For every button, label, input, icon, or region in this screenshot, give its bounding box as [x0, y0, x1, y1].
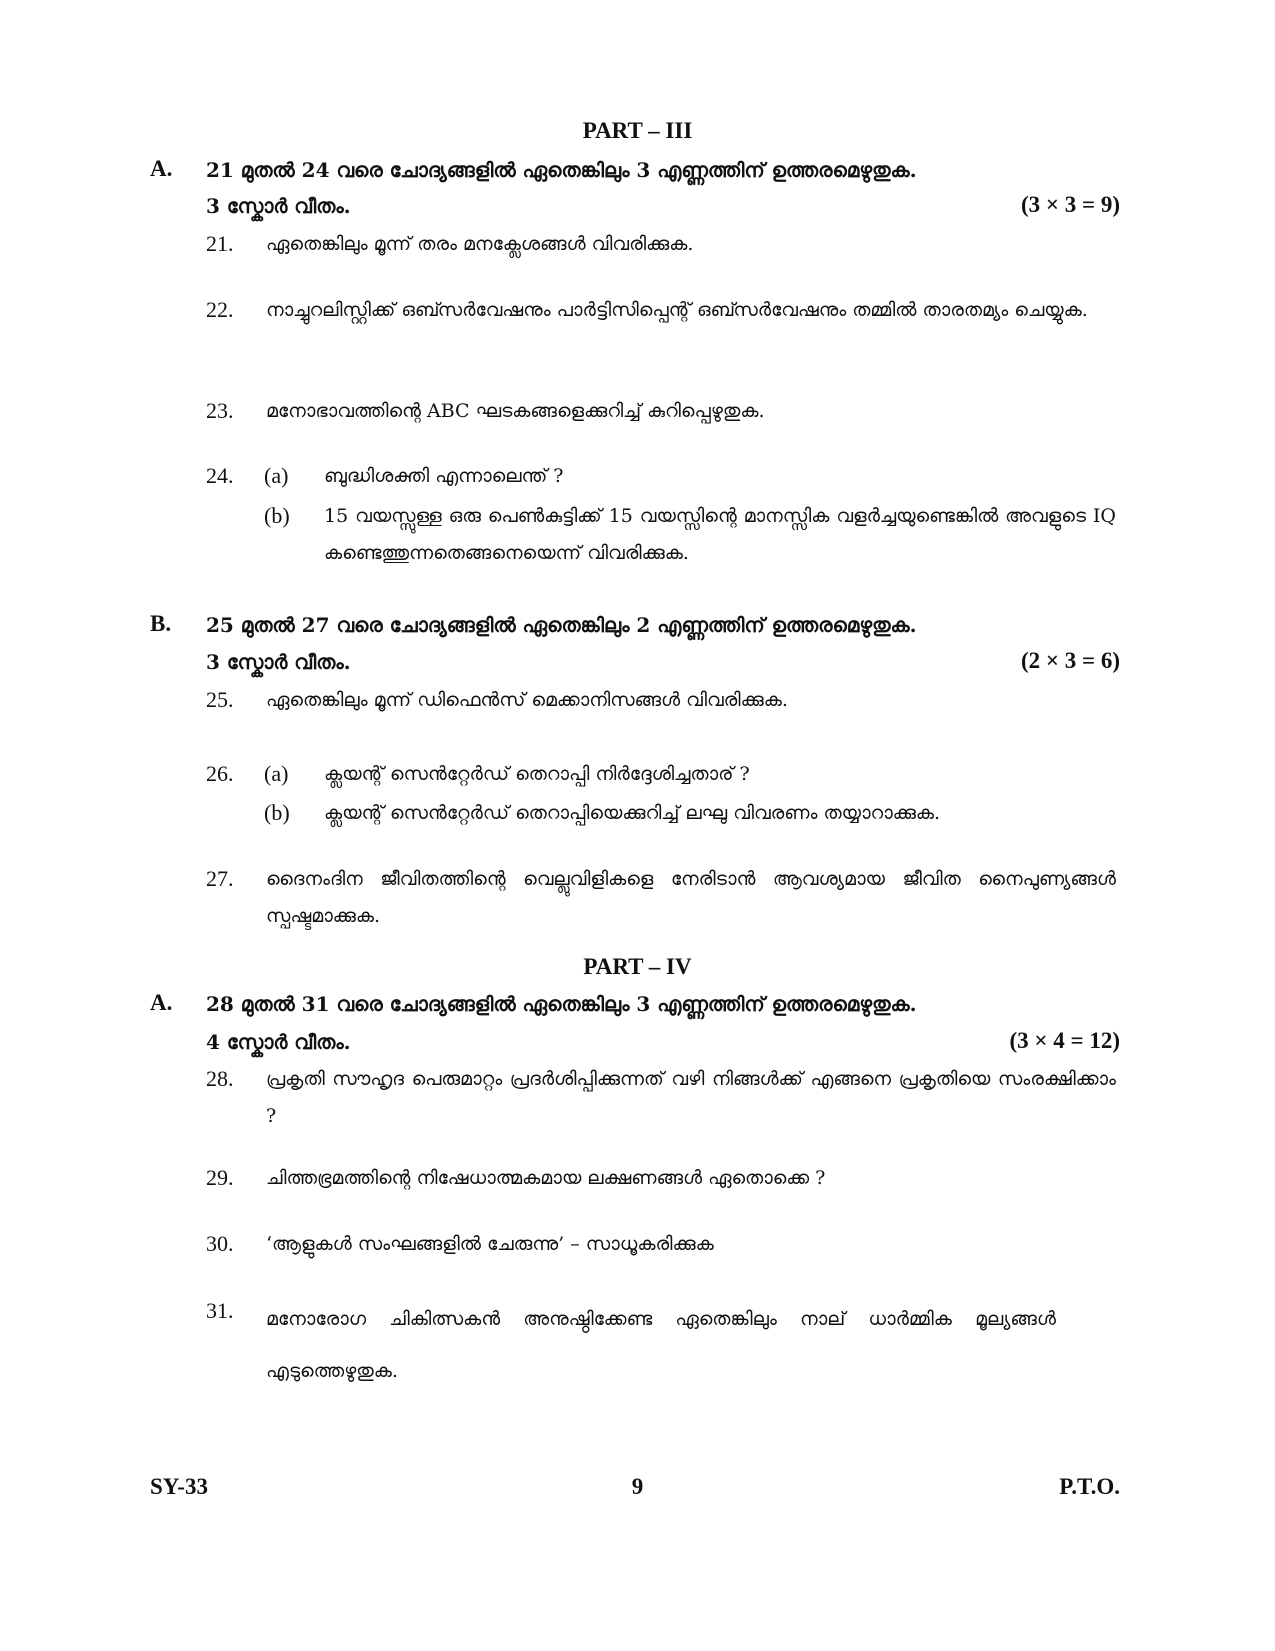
- question-29-number: 29.: [206, 1165, 234, 1190]
- question-31-number: 31.: [206, 1298, 234, 1323]
- footer-page-number: 9: [631, 1474, 644, 1499]
- section-3b-instruction: 25 മുതൽ 27 വരെ ചോദ്യങ്ങളിൽ ഏതെങ്കിലും 2 എണ്ണത്തിന് ഉത്തരമെഴുതുക.: [206, 613, 917, 637]
- section-4a-letter: A.: [150, 990, 173, 1015]
- question-31-text: മനോരോഗ ചികിത്സകൻ അനുഷ്ഠിക്കേണ്ട ഏതെങ്കിലും നാല് ധാർമ്മിക മൂല്യങ്ങൾ എടുത്തെഴുതുക.: [266, 1308, 1056, 1382]
- question-21-number: 21.: [206, 231, 234, 256]
- question-26b-label: (b): [264, 800, 290, 825]
- question-24b-text: 15 വയസ്സുള്ള ഒരു പെൺകുട്ടിക്ക് 15 വയസ്സിന്റെ മാനസ്സിക വളർച്ചയുണ്ടെങ്കിൽ അവളുടെ IQ കണ്ടെത്തുന്നതെങ്ങനെയെന്ന് വിവരിക്കുക.: [324, 505, 1116, 564]
- section-3a-instruction: 21 മുതൽ 24 വരെ ചോദ്യങ്ങളിൽ ഏതെങ്കിലും 3 എണ്ണത്തിന് ഉത്തരമെഴുതുക.: [206, 158, 917, 182]
- question-27-text: ദൈനംദിന ജീവിതത്തിന്റെ വെല്ലുവിളികളെ നേരിടാൻ ആവശ്യമായ ജീവിത നൈപുണ്യങ്ങൾ സ്പഷ്ടമാക്കുക.: [266, 868, 1116, 927]
- footer-paper-code: SY-33: [150, 1474, 208, 1499]
- question-29-text: ചിത്തഭ്രമത്തിന്റെ നിഷേധാത്മകമായ ലക്ഷണങ്ങൾ ഏതൊക്കെ ?: [266, 1167, 826, 1189]
- section-3b-marks: (2 × 3 = 6): [1020, 648, 1120, 673]
- question-28-number: 28.: [206, 1066, 234, 1091]
- question-23-text: മനോഭാവത്തിന്റെ ABC ഘടകങ്ങളെക്കുറിച്ച് കുറിപ്പെഴുതുക.: [266, 400, 765, 422]
- question-24a-label: (a): [264, 463, 289, 488]
- question-30-number: 30.: [206, 1231, 234, 1256]
- question-24-number: 24.: [206, 463, 234, 488]
- part-4-title: PART – IV: [583, 954, 692, 979]
- question-22-text: നാച്ചുറലിസ്റ്റിക്ക് ഒബ്സർവേഷനും പാർട്ടിസിപ്പെന്റ് ഒബ്സർവേഷനും തമ്മിൽ താരതമ്യം ചെയ്യുക.: [266, 299, 1088, 321]
- section-3a-marks: (3 × 3 = 9): [1020, 192, 1120, 217]
- footer-pto: P.T.O.: [1059, 1474, 1120, 1499]
- question-26b-text: ക്ലയന്റ് സെൻറ്റേർഡ് തെറാപ്പിയെക്കുറിച്ച് ലഘു വിവരണം തയ്യാറാക്കുക.: [324, 802, 941, 824]
- section-4a-marks: (3 × 4 = 12): [1009, 1028, 1120, 1053]
- section-3b-letter: B.: [150, 611, 172, 636]
- question-22-number: 22.: [206, 297, 234, 322]
- question-24b-label: (b): [264, 503, 290, 528]
- question-23-number: 23.: [206, 398, 234, 423]
- question-26a-text: ക്ലയന്റ് സെൻറ്റേർഡ് തെറാപ്പി നിർദ്ദേശിച്ചതാര് ?: [324, 763, 750, 785]
- question-26-number: 26.: [206, 761, 234, 786]
- question-26a-label: (a): [264, 761, 289, 786]
- question-30-text: ‘ആളുകൾ സംഘങ്ങളിൽ ചേരുന്നു’ – സാധൂകരിക്കുക: [266, 1233, 714, 1255]
- question-27-number: 27.: [206, 866, 234, 891]
- question-21-text: ഏതെങ്കിലും മൂന്ന് തരം മനക്ലേശങ്ങൾ വിവരിക്കുക.: [266, 233, 694, 255]
- section-3b-score: 3 സ്കോർ വീതം.: [206, 650, 351, 674]
- part-3-title: PART – III: [582, 118, 693, 143]
- section-3a-letter: A.: [150, 156, 173, 181]
- question-28-text: പ്രകൃതി സൗഹൃദ പെരുമാറ്റം പ്രദർശിപ്പിക്കുന്നത് വഴി നിങ്ങൾക്ക് എങ്ങനെ പ്രകൃതിയെ സംരക്ഷിക്കാം ?: [266, 1068, 1116, 1127]
- section-3a-score: 3 സ്കോർ വീതം.: [206, 194, 351, 218]
- section-4a-instruction: 28 മുതൽ 31 വരെ ചോദ്യങ്ങളിൽ ഏതെങ്കിലും 3 എണ്ണത്തിന് ഉത്തരമെഴുതുക.: [206, 992, 917, 1016]
- section-4a-score: 4 സ്കോർ വീതം.: [206, 1030, 351, 1054]
- question-24a-text: ബുദ്ധിശക്തി എന്നാലെന്ത് ?: [324, 465, 564, 487]
- question-25-number: 25.: [206, 687, 234, 712]
- question-25-text: ഏതെങ്കിലും മൂന്ന് ഡിഫെൻസ് മെക്കാനിസങ്ങൾ വിവരിക്കുക.: [266, 689, 788, 711]
